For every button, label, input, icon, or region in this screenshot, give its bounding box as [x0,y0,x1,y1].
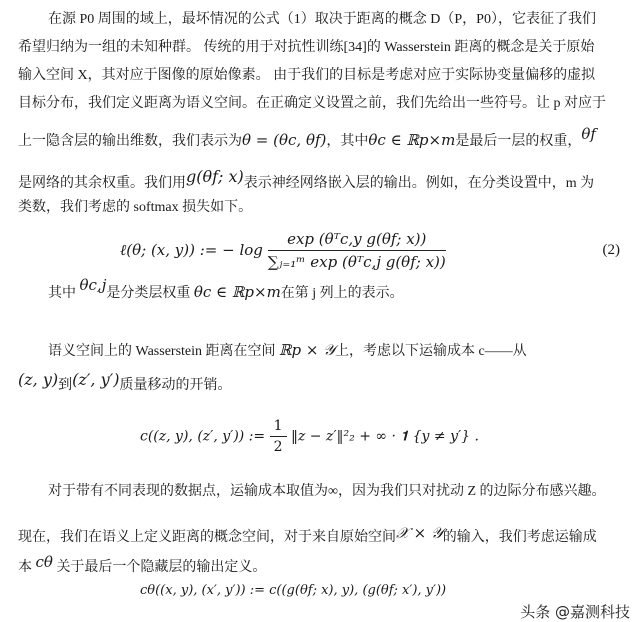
math-theta-c: θc ∈ ℝp×m [368,131,456,149]
math-zy-prime: (z′, y′) [72,370,120,389]
math-theta-c: θc ∈ ℝp×m [193,283,281,301]
text: 上，考虑以下运输成本 c——从 [334,344,527,359]
text: 表示神经网络嵌入层的输出。例如，在分类设置中，m 为 [243,176,595,191]
text: 语义空间上的 Wasserstein 距离在空间 [48,344,276,359]
text: 是最后一层的权重， [455,134,582,149]
text-line: 类数，我们考虑的 softmax 损失如下。 [18,200,253,215]
equation-number: (2) [602,242,620,258]
text-line: 对于带有不同表现的数据点，运输成本取值为∞，因为我们只对扰动 Z 的边际分布感兴趣。 [48,484,606,499]
eq-rhs: ‖z − z′‖²₂ + ∞ · 𝟏 {y ≠ y′} . [290,428,479,445]
math-theta-f: θf [581,125,596,143]
text-line [48,276,404,304]
text-line: 在源 P0 周围的域上，最坏情况的公式（1）取决于距离的概念 D（P，P0），它表征了我们 [48,12,596,27]
text: ，其中 [326,134,369,149]
watermark: 头条 @嘉测科技 [520,603,630,621]
math-c-theta: cθ [35,553,53,571]
math-input-space: 𝒳 × 𝒴 [396,524,443,542]
text: 到 [58,378,73,393]
text: 是分类层权重 [106,286,191,301]
text-line [18,167,595,194]
text-line [48,340,527,362]
text-line: 输入空间 X，其对应于图像的原始像素。 由于我们的目标是考虑对应于实际协变量偏移的虚拟 [18,68,596,83]
text: 关于最后一个隐藏层的输出定义。 [56,560,267,575]
text: 是网络的其余权重。我们用 [18,176,186,191]
text: 上一隐含层的输出维数，我们表示为 [18,134,242,149]
eq-denominator: 2 [273,439,283,455]
text-line [18,125,596,152]
text: 本 [18,560,32,575]
math-g: g(θf; x) [186,167,244,186]
math-theta: θ = (θc, θf) [242,131,327,149]
text: 的输入，我们考虑运输成 [442,530,597,545]
equation-c-theta: cθ((x, y), (x′, y′)) := c((g(θf; x), y), (g(θf; x′), y′)) [140,583,447,598]
text: 在第 j 列上的表示。 [280,286,404,301]
eq-denominator: ∑ⱼ₌₁ᵐ exp (θᵀc,j g(θf; x)) [267,253,446,271]
text-line: 希望归纳为一组的未知种群。 传统的用于对抗性训练[34]的 Wasserstein 距离的概念是关于原始 [18,40,595,55]
eq-lhs: ℓ(θ; (x, y)) := − log [120,241,263,259]
eq-fraction-half [270,418,287,455]
text-line [18,553,267,578]
eq-lhs: c((z, y), (z′, y′)) := [140,428,266,445]
math-space: ℝp × 𝒴 [279,341,335,359]
text: 其中 [48,286,76,301]
eq-numerator: exp (θᵀc,y g(θf; x)) [268,230,446,251]
text-line: 目标分布，我们定义距离为语义空间。在正确定义设置之前，我们先给出一些符号。让 p 对应于 [18,96,606,111]
text-line [18,526,597,548]
math-zy: (z, y) [18,370,59,389]
text: 现在，我们在语义上定义距离的概念空间，对于来自原始空间 [18,530,396,545]
text-line [18,370,232,396]
math-theta-cj: θc,j [79,276,107,294]
equation-cost [140,418,479,455]
equation-2 [120,230,446,271]
eq-numerator: 1 [270,418,287,437]
eq-fraction [268,230,446,271]
text: 质量移动的开销。 [119,378,232,393]
